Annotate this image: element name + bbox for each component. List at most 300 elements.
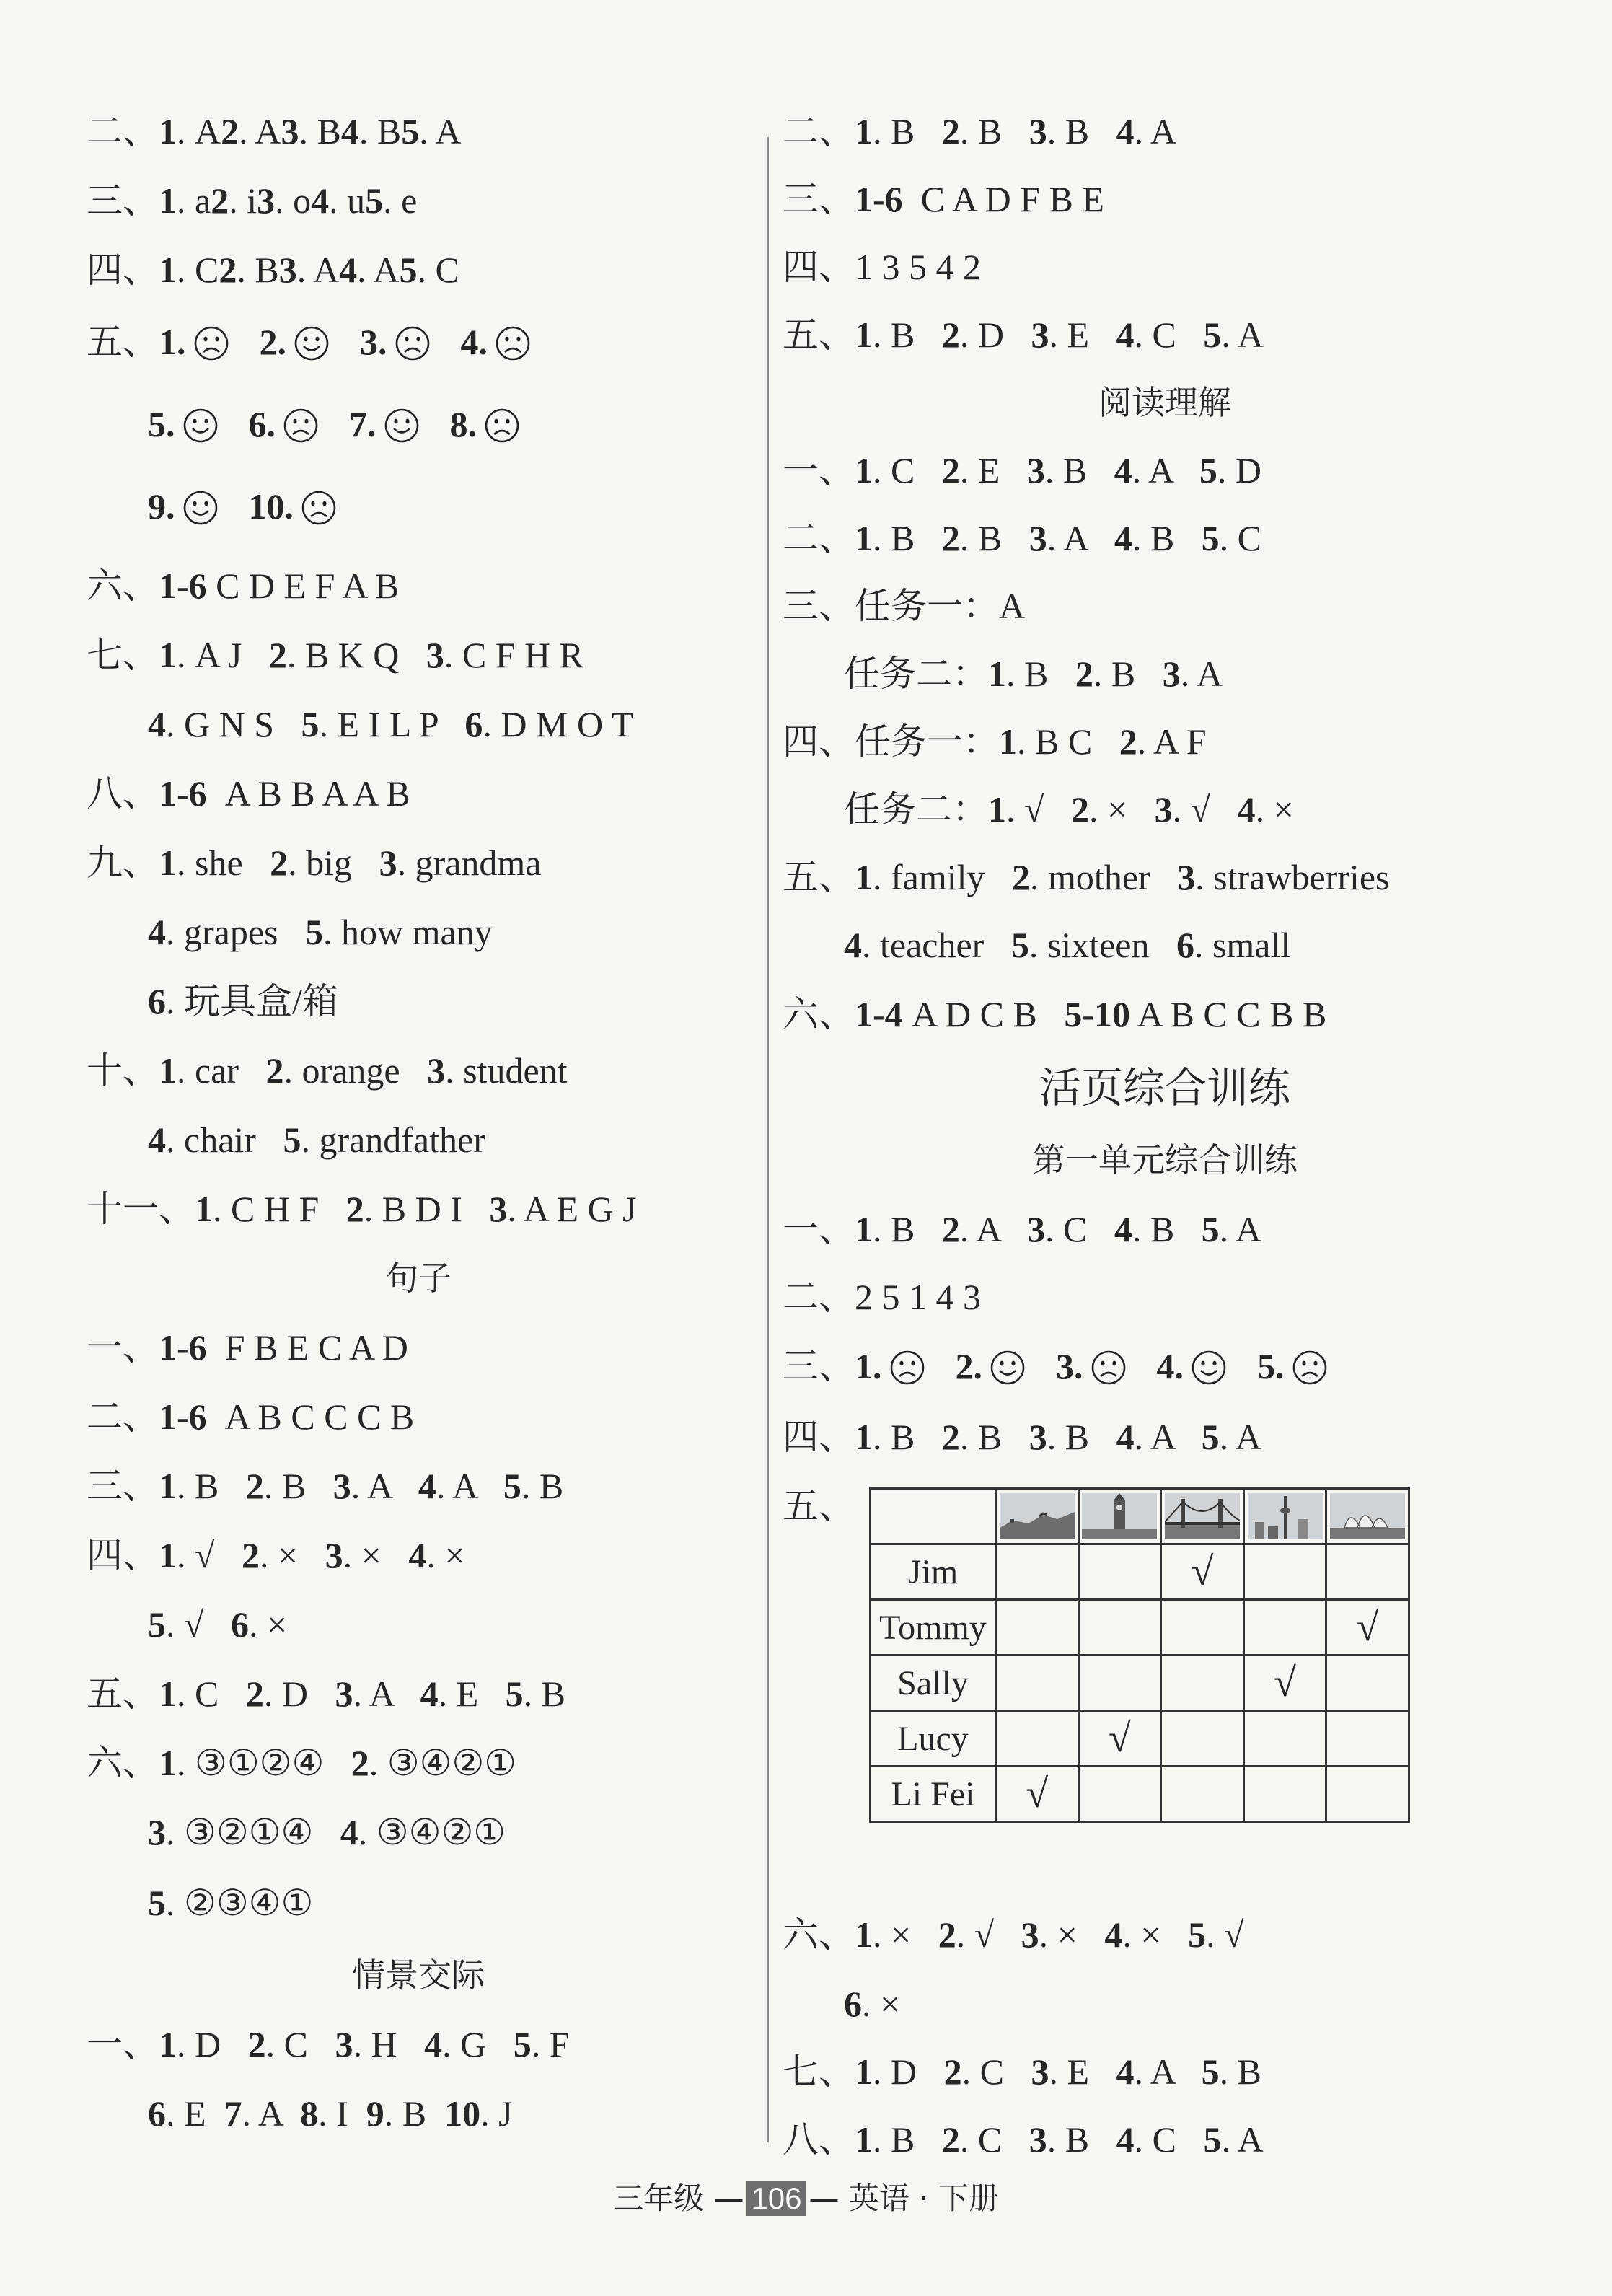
answer-token: 4: [1114, 1209, 1132, 1249]
answer-token: . ×: [862, 1984, 901, 2024]
table-name-cell: Lucy: [871, 1711, 996, 1767]
answer-token: 1-6: [159, 1327, 207, 1368]
answer-token: . A: [1180, 654, 1223, 694]
faces-line: [783, 1343, 1358, 1389]
answer-token: 3: [1026, 450, 1045, 491]
table-check-cell: [995, 1655, 1078, 1711]
answer-token: . A: [959, 1209, 1027, 1249]
answer-token: 2: [943, 2051, 962, 2092]
answer-token: 1: [988, 789, 1006, 830]
answer-token: 二、: [783, 111, 855, 151]
answer-token: 1: [855, 1209, 873, 1249]
answer-line: [783, 1414, 1261, 1460]
answer-token: . √: [1206, 1914, 1244, 1955]
table-check-cell: [1078, 1655, 1161, 1711]
answer-token: 4: [1116, 1417, 1135, 1457]
table-row: [871, 1600, 1409, 1655]
answer-token: 4: [418, 1466, 436, 1506]
answer-token: 3: [1162, 654, 1181, 694]
answer-token: 1 3 5 4 2: [855, 247, 981, 287]
answer-line: [783, 2049, 1261, 2095]
faces-line: [87, 319, 561, 365]
answer-line: [87, 1740, 516, 1786]
answer-token: . B: [1047, 1417, 1116, 1457]
answer-token: . grapes: [166, 912, 305, 952]
answer-token: 2: [1012, 857, 1031, 897]
section-label: 三、: [783, 1346, 855, 1386]
answer-token: . B: [1047, 2119, 1116, 2160]
answer-token: . C: [1134, 2119, 1204, 2160]
answer-token: . C: [873, 450, 942, 491]
answer-token: 3: [1029, 1417, 1047, 1457]
answer-token: . o: [275, 180, 312, 221]
answer-token: 5: [513, 2024, 532, 2064]
answer-token: 3: [1177, 857, 1196, 897]
face-number: 8.: [449, 404, 477, 444]
answer-token: 八、: [87, 773, 159, 814]
answer-token: 4: [1114, 518, 1132, 558]
answer-token: . sixteen: [1029, 925, 1176, 965]
face-number: 7.: [349, 404, 376, 444]
answer-line: [87, 770, 410, 817]
answer-token: 4: [311, 180, 330, 221]
answer-token: 2 5 1 4 3: [855, 1277, 981, 1317]
table-check-cell: [1243, 1711, 1326, 1767]
answer-token: . how many: [323, 912, 493, 952]
answer-token: . A: [351, 1466, 418, 1506]
answer-token: . ×: [1122, 1914, 1189, 1955]
table-check-cell: [995, 1711, 1078, 1767]
answer-token: 3: [1021, 1914, 1039, 1955]
answer-token: . mother: [1030, 857, 1178, 897]
answer-token: . √: [956, 1914, 1021, 1955]
answer-token: . E I L P: [319, 704, 465, 744]
answer-token: . √: [1172, 789, 1238, 830]
answer-token: . student: [445, 1050, 568, 1091]
answer-token: . C: [265, 2024, 335, 2064]
face-number: 2.: [955, 1346, 982, 1386]
answer-line: [87, 563, 399, 609]
table-row: [871, 1544, 1409, 1600]
answer-line: [783, 447, 1261, 493]
answer-token: 6: [464, 704, 483, 744]
answer-token: 任务二：: [844, 654, 988, 694]
answer-token: 5: [1201, 1209, 1220, 1249]
answer-token: 3: [335, 2024, 353, 2064]
sad-face-icon: [495, 325, 531, 361]
answer-token: 9: [366, 2093, 384, 2134]
table-check-cell: √: [1326, 1600, 1409, 1655]
table-name-cell: Tommy: [871, 1600, 996, 1655]
answer-token: 7: [224, 2093, 242, 2134]
answer-token: . 玩具盒/箱: [166, 981, 338, 1021]
answer-token: . B: [237, 250, 279, 290]
answer-token: . B: [521, 1466, 564, 1506]
answer-token: 4: [1116, 315, 1135, 355]
answer-line: [783, 1206, 1261, 1252]
answer-token: . B: [358, 111, 402, 151]
answer-line: [844, 922, 1290, 968]
answer-token: . A J: [177, 635, 269, 675]
section-heading: 活页综合训练: [1039, 1063, 1290, 1112]
answer-token: A D C B: [902, 994, 1065, 1034]
answer-token: 六、: [87, 1743, 159, 1783]
answer-token: . G: [442, 2024, 514, 2064]
answer-token: 4: [1116, 2051, 1135, 2092]
answer-token: . small: [1194, 925, 1291, 965]
answer-token: . E: [438, 1673, 506, 1714]
face-number: 5.: [148, 404, 175, 444]
answer-token: 2: [941, 518, 960, 558]
face-number: 1.: [159, 322, 186, 362]
page-number: 106: [746, 2181, 806, 2216]
answer-token: 5: [505, 1673, 524, 1714]
answer-token: 1: [159, 1535, 177, 1575]
answer-token: 4: [148, 912, 166, 952]
answer-token: 1: [855, 2119, 873, 2160]
page-footer: [0, 2175, 1612, 2218]
answer-token: . B C: [1017, 721, 1119, 762]
answer-token: 3: [281, 111, 299, 151]
answer-token: 6: [148, 981, 166, 1021]
golden-gate-icon: [1165, 1493, 1240, 1539]
answer-token: . a: [177, 180, 211, 221]
answer-token: 1: [855, 450, 873, 491]
answer-token: . G N S: [166, 704, 301, 744]
section-heading: 第一单元综合训练: [1032, 1140, 1298, 1179]
answer-token: . ×: [1088, 789, 1155, 830]
answer-line: [148, 1117, 485, 1163]
answer-token: 8: [300, 2093, 319, 2134]
table-check-cell: [1078, 1544, 1161, 1600]
sad-face-icon: [283, 408, 319, 444]
face-number: 6.: [248, 404, 276, 444]
answer-token: 2: [941, 2119, 960, 2160]
answer-line: [148, 2090, 513, 2137]
answer-token: . B: [873, 518, 942, 558]
answer-token: 1-6: [159, 566, 207, 606]
answer-token: 四、: [783, 721, 855, 762]
answer-token: 3: [427, 1050, 446, 1091]
answer-token: 四、: [87, 250, 159, 290]
answer-token: . A: [1134, 2051, 1202, 2092]
answer-token: 3: [489, 1189, 508, 1229]
sad-face-icon: [1292, 1350, 1328, 1386]
table-name-cell: Li Fei: [871, 1767, 996, 1822]
table-corner-cell: [871, 1489, 996, 1544]
answer-line: [783, 1274, 981, 1320]
answer-token: 三、: [783, 586, 855, 626]
answer-token: 5: [399, 250, 418, 290]
answer-token: . B: [384, 2093, 445, 2134]
answer-token: 2: [221, 111, 239, 151]
answer-token: 2: [247, 2024, 266, 2064]
answer-token: . car: [177, 1050, 266, 1091]
answer-token: 4: [420, 1673, 439, 1714]
answer-token: 2: [245, 1673, 264, 1714]
table-check-cell: √: [1243, 1655, 1326, 1711]
answer-line: [87, 1394, 414, 1440]
answer-token: 六、: [783, 994, 855, 1034]
answer-token: 四、: [87, 1535, 159, 1575]
answer-token: 1: [159, 180, 177, 221]
answer-token: . B: [1044, 450, 1114, 491]
answer-token: 四、: [783, 1417, 855, 1457]
answer-token: 3: [332, 1466, 351, 1506]
answer-token: 2: [211, 180, 229, 221]
answer-line: [783, 854, 1390, 900]
answer-token: . A: [1219, 1209, 1262, 1249]
face-number: 4.: [460, 322, 488, 362]
answer-token: 1: [159, 111, 177, 151]
answer-token: C A D F B E: [902, 179, 1104, 219]
table-check-cell: [1243, 1600, 1326, 1655]
table-check-cell: [995, 1544, 1078, 1600]
answer-token: 3: [148, 1812, 166, 1852]
answer-token: . D: [177, 2024, 248, 2064]
answer-token: 1: [855, 1417, 873, 1457]
answer-token: 5: [148, 1604, 166, 1645]
answer-token: 1: [159, 2024, 177, 2064]
answer-line: [148, 701, 633, 747]
answer-token: 1: [855, 857, 873, 897]
answer-token: . chair: [166, 1120, 283, 1160]
answer-token: 一、: [783, 450, 855, 491]
happy-face-icon: [294, 325, 330, 361]
answer-token: 1: [988, 654, 1006, 694]
table-header-row: [871, 1489, 1409, 1544]
answer-token: 4: [148, 1120, 166, 1160]
table-check-cell: [1078, 1767, 1161, 1822]
answer-token: 3: [1029, 111, 1047, 151]
answer-token: 2: [351, 1743, 369, 1783]
face-number: 3.: [1056, 1346, 1083, 1386]
answer-token: . B: [959, 518, 1029, 558]
answer-line: [87, 247, 459, 293]
answer-token: 1-4: [855, 994, 903, 1034]
answer-line: [87, 840, 542, 886]
answer-token: . I: [318, 2093, 366, 2134]
answer-token: 任务一：: [855, 721, 999, 762]
table-header-cell: [1161, 1489, 1244, 1544]
answer-token: 3: [1154, 789, 1173, 830]
answer-token: 六、: [87, 566, 159, 606]
answer-token: . strawberries: [1195, 857, 1390, 897]
table-header-cell: [1078, 1489, 1161, 1544]
answer-token: 1: [855, 111, 873, 151]
answer-token: . B: [1132, 1209, 1202, 1249]
answer-token: A B C C B B: [1129, 994, 1327, 1034]
answer-token: . A: [177, 111, 221, 151]
answer-token: 6: [844, 1984, 862, 2024]
table-header-cell: [995, 1489, 1078, 1544]
table-row: [871, 1767, 1409, 1822]
answer-token: . ②③④①: [166, 1883, 314, 1923]
sad-face-icon: [1091, 1350, 1127, 1386]
answer-token: 1-6: [159, 1396, 207, 1437]
answer-token: 5: [401, 111, 420, 151]
answer-line: [87, 2021, 570, 2067]
answer-token: . B: [873, 2119, 942, 2160]
answer-line: [87, 108, 462, 154]
answer-token: 十一、: [87, 1189, 195, 1229]
answer-token: . B: [873, 111, 942, 151]
answer-token: . B: [959, 111, 1029, 151]
answer-token: 2: [219, 250, 237, 290]
answer-token: 1: [855, 2051, 873, 2092]
answer-line: [87, 177, 417, 224]
answer-token: . D: [873, 2051, 944, 2092]
answer-token: 2: [1070, 789, 1089, 830]
answer-token: . B: [523, 1673, 565, 1714]
answer-line: [844, 786, 1294, 832]
answer-token: . A: [1132, 450, 1199, 491]
answer-token: 6: [230, 1604, 249, 1645]
answer-token: . A: [1221, 2119, 1264, 2160]
answer-token: . A: [1047, 518, 1114, 558]
answer-token: 二、: [783, 518, 855, 558]
answer-token: 10: [444, 2093, 481, 2134]
answer-token: . ③②①④: [166, 1812, 340, 1852]
answer-token: . A: [1134, 111, 1176, 151]
answer-token: 五、: [87, 1673, 159, 1714]
happy-face-icon: [384, 408, 420, 444]
answer-token: A B C C C B: [206, 1396, 415, 1437]
answer-token: 二、: [87, 1396, 159, 1437]
answer-token: . C: [177, 1673, 246, 1714]
answer-token: . D: [1217, 450, 1261, 491]
answer-token: 3: [257, 180, 276, 221]
answer-token: 九、: [87, 843, 159, 883]
answer-token: 3: [379, 843, 397, 883]
sydney-opera-house-icon: [1330, 1493, 1405, 1539]
answer-token: . E: [166, 2093, 224, 2134]
answer-token: . √: [177, 1535, 242, 1575]
answer-token: 三、: [783, 179, 855, 219]
answer-token: . family: [873, 857, 1013, 897]
answer-token: 1: [159, 1673, 177, 1714]
answer-token: . B: [1047, 111, 1116, 151]
answer-token: . C: [417, 250, 459, 290]
answer-token: 4: [424, 2024, 443, 2064]
answer-line: [87, 1532, 465, 1578]
answer-token: . C: [1044, 1209, 1114, 1249]
answer-token: . C: [1219, 518, 1262, 558]
answer-token: . B: [263, 1466, 333, 1506]
landmark-table: [869, 1487, 1410, 1823]
answer-token: 任务一：A: [855, 586, 1026, 626]
answer-token: . ×: [1039, 1914, 1105, 1955]
answer-token: 3: [1029, 518, 1047, 558]
answer-token: . E: [1049, 2051, 1116, 2092]
answer-token: 5: [1188, 1914, 1207, 1955]
answer-token: 1: [195, 1189, 213, 1229]
answer-token: . √: [1006, 789, 1071, 830]
section-heading: 阅读理解: [1098, 383, 1231, 422]
answer-line: [87, 1324, 408, 1371]
answer-token: 5: [1201, 1417, 1220, 1457]
answer-token: . J: [480, 2093, 513, 2134]
answer-token: 六、: [783, 1914, 855, 1955]
answer-token: . ×: [343, 1535, 409, 1575]
answer-token: 2: [941, 315, 960, 355]
answer-token: 2: [938, 1914, 956, 1955]
answer-token: 3: [1026, 1209, 1045, 1249]
answer-token: 4: [1116, 111, 1135, 151]
face-number: 3.: [360, 322, 387, 362]
answer-token: 1-6: [159, 773, 207, 814]
face-number: 5.: [1257, 1346, 1285, 1386]
answer-token: . B D I: [364, 1189, 490, 1229]
answer-token: 1: [159, 1050, 177, 1091]
answer-token: 4: [339, 250, 358, 290]
footer-grade: 三年级: [613, 2181, 705, 2216]
section-label: 五、: [783, 1486, 855, 1526]
answer-token: 1: [855, 1914, 873, 1955]
answer-token: . B: [1093, 654, 1163, 694]
answer-token: 1-6: [855, 179, 903, 219]
happy-face-icon: [1191, 1350, 1227, 1386]
answer-token: 3: [325, 1535, 343, 1575]
answer-token: 一、: [87, 2024, 159, 2064]
answer-token: 3: [426, 635, 444, 675]
answer-token: . ③①②④: [177, 1743, 351, 1783]
answer-token: 4: [408, 1535, 427, 1575]
answer-line: [87, 1671, 565, 1717]
answer-token: 一、: [783, 1209, 855, 1249]
table-check-cell: √: [1078, 1711, 1161, 1767]
answer-token: . C: [961, 2051, 1031, 2092]
table-check-cell: [1326, 1544, 1409, 1600]
answer-token: . A E G J: [507, 1189, 637, 1229]
table-check-cell: [1161, 1767, 1244, 1822]
answer-line: [783, 991, 1326, 1037]
answer-token: 3: [278, 250, 297, 290]
answer-token: F B E C A D: [206, 1327, 408, 1368]
answer-token: . ×: [426, 1535, 465, 1575]
answer-token: . B: [299, 111, 341, 151]
answer-token: . √: [166, 1604, 231, 1645]
answer-token: . B: [873, 1417, 942, 1457]
answer-token: 1: [159, 1466, 177, 1506]
answer-token: . E: [1049, 315, 1116, 355]
answer-token: . ×: [248, 1604, 288, 1645]
answer-token: 1: [855, 518, 873, 558]
answer-token: . A: [357, 250, 400, 290]
answer-token: . A F: [1137, 721, 1207, 762]
answer-line: [87, 1463, 563, 1509]
face-number: 2.: [259, 322, 286, 362]
answer-token: 七、: [783, 2051, 855, 2092]
answer-token: 3: [335, 1673, 353, 1714]
answer-token: . B: [177, 1466, 246, 1506]
answer-line: [783, 718, 1207, 765]
sad-face-icon: [484, 408, 520, 444]
happy-face-icon: [182, 408, 219, 444]
answer-token: . A: [1219, 1417, 1262, 1457]
answer-token: . grandma: [397, 843, 542, 883]
answer-token: . A: [296, 250, 340, 290]
answer-token: . B: [1006, 654, 1075, 694]
answer-line: [148, 978, 338, 1024]
answer-token: 七、: [87, 635, 159, 675]
answer-token: 1: [159, 635, 177, 675]
answer-token: . A: [1134, 1417, 1202, 1457]
answer-line: [783, 515, 1261, 561]
table-row: [871, 1711, 1409, 1767]
answer-token: . D M O T: [483, 704, 634, 744]
answer-line: [783, 312, 1264, 358]
